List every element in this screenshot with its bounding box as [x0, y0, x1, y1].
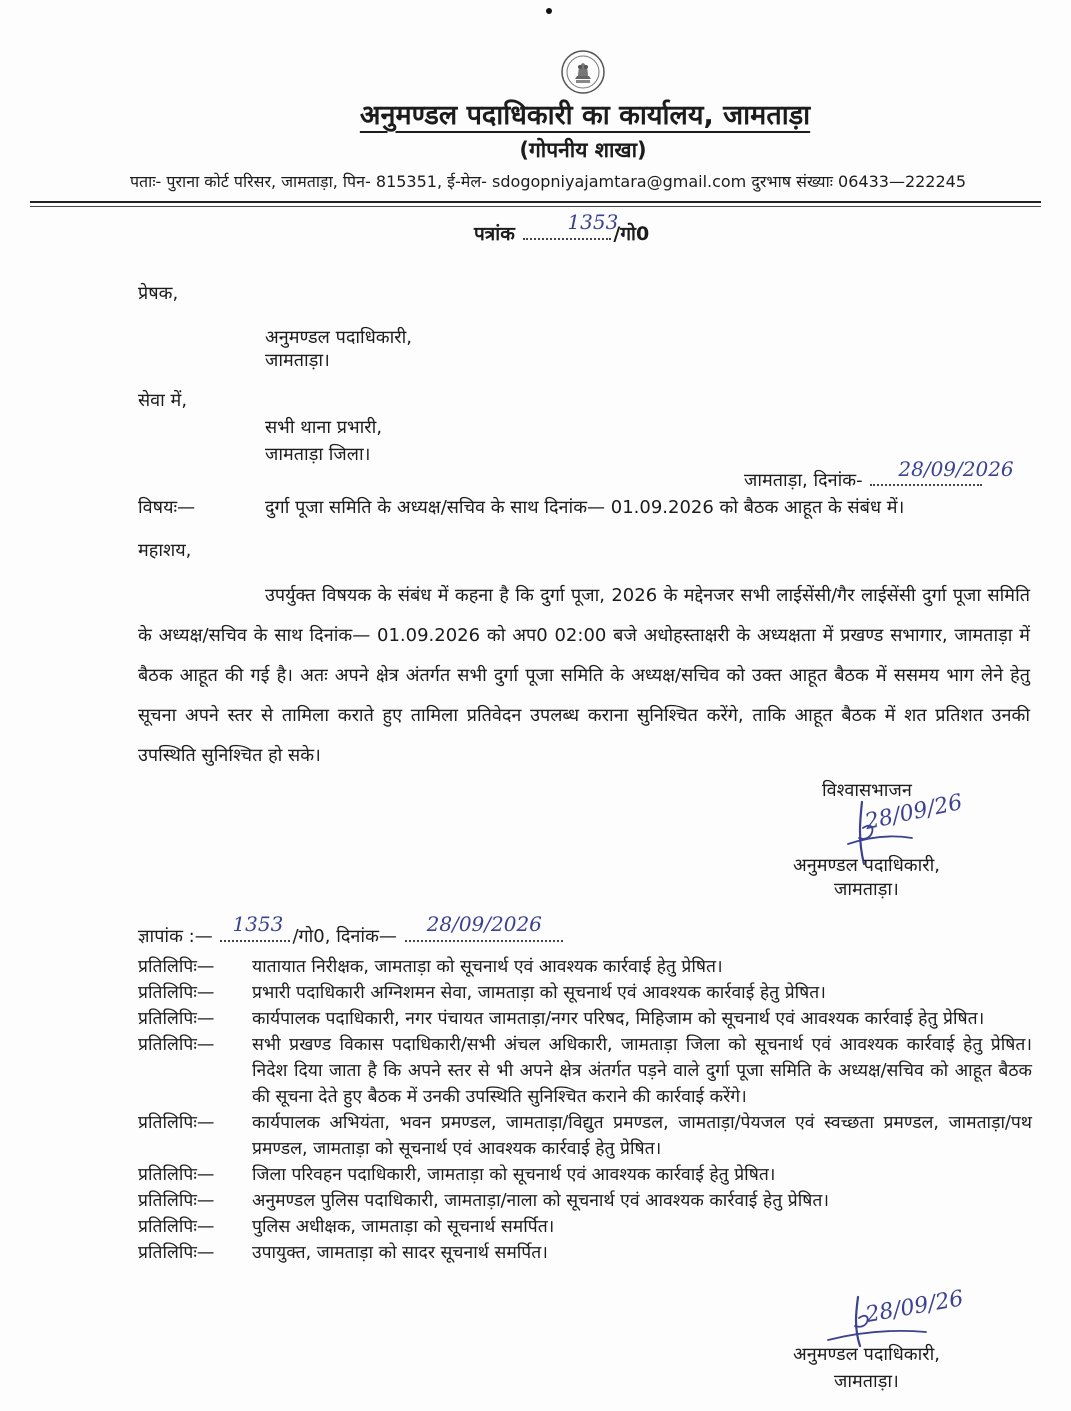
list-item [138, 1240, 1032, 1266]
office-address: पताः- पुराना कोर्ट परिसर, जामताड़ा, पिन- 815351, ई-मेल- sdogopniyajamtara@gmail.com दुरभाष संख्याः 06433—222245 [129, 172, 967, 191]
dateline-label: जामताड़ा, दिनांक- [744, 470, 863, 491]
copy-text: पुलिस अधीक्षक, जामताड़ा को सूचनार्थ समर्पित। [252, 1217, 555, 1237]
body-paragraph: उपर्युक्त विषयक के संबंध में कहना है कि दुर्गा पूजा, 2026 के मद्देनजर सभी लाईसेंसी/गैर लाईसेंसी दुर्गा पूजा समिति के अध्यक्ष/सचिव के साथ दिनांक— 01.09.2026 को अप0 02:00 बजे अधोहस्ताक्षरी के अध्यक्षता में प्रखण्ड सभागार, जामताड़ा में बैठक आहूत की गई है। अतः अपने क्षेत्र अंतर्गत सभी दुर्गा पूजा समिति के अध्यक्ष/सचिव को उक्त आहूत बैठक में ससमय भाग लेने हेतु सूचना अपने स्तर से तामिला कराते हुए तामिला प्रतिवेदन उपलब्ध कराना सुनिश्चित करेंगे, ताकि आहूत बैठक में शत प्रतिशत उनकी उपस्थिति सुनिश्चित हो सके। [138, 585, 1030, 766]
copy-label: प्रतिलिपिः— [138, 1035, 215, 1055]
office-title [290, 98, 880, 134]
list-item [138, 1110, 1032, 1162]
salutation: महाशय, [138, 540, 192, 561]
punch-dot [546, 8, 552, 14]
sender-designation: अनुमण्डल पदाधिकारी, [265, 327, 413, 348]
copy-text: सभी प्रखण्ड विकास पदाधिकारी/सभी अंचल अधिकारी, जामताड़ा जिला को सूचनार्थ एवं आवश्यक कार्रवाई हेतु प्रेषित। निदेश दिया जाता है कि अपने स्तर से भी अपने क्षेत्र अंतर्गत पड़ने वाले दुर्गा पूजा समिति के अध्यक्ष/सचिव को आहूत बैठक की सूचना देते हुए बैठक में उनकी उपस्थिति सुनिश्चित कराने की कार्रवाई करेंगे। [252, 1035, 1032, 1107]
copy-text: उपायुक्त, जामताड़ा को सादर सूचनार्थ समर्पित। [252, 1243, 548, 1263]
letter-number-label: पत्रांक [474, 223, 515, 245]
valediction: विश्वासभाजन [822, 780, 912, 801]
memo-number-handwritten: 1353 [232, 912, 284, 936]
copy-text: अनुमण्डल पुलिस पदाधिकारी, जामताड़ा/नाला को सूचनार्थ एवं आवश्यक कार्रवाई हेतु प्रेषित। [252, 1191, 829, 1211]
letter-number-dotted-field [523, 210, 619, 240]
recipient-label: सेवा में, [138, 390, 188, 411]
copy-text: प्रभारी पदाधिकारी अग्निशमन सेवा, जामताड़ा को सूचनार्थ एवं आवश्यक कार्रवाई हेतु प्रेषित। [252, 983, 826, 1003]
dateline-handwritten-date: 28/09/2026 [898, 457, 1014, 481]
memo-line [138, 912, 565, 950]
copy-text: कार्यपालक अभियंता, भवन प्रमण्डल, जामताड़ा/विद्युत प्रमण्डल, जामताड़ा/पेयजल एवं स्वच्छता प्रमण्डल, जामताड़ा/पथ प्रमण्डल, जामताड़ा को सूचनार्थ एवं आवश्यक कार्रवाई हेतु प्रेषित। [252, 1113, 1032, 1159]
list-item [138, 1162, 1032, 1188]
memo-number-dotted-field [220, 912, 290, 942]
list-item [138, 980, 1032, 1006]
memo-label: ज्ञापांक :— [138, 926, 213, 947]
letter-number-suffix: /गो0 [613, 223, 650, 245]
list-item [138, 1006, 1032, 1032]
list-item [138, 1188, 1032, 1214]
copy-label: प्रतिलिपिः— [138, 983, 215, 1003]
office-title-text: अनुमण्डल पदाधिकारी का कार्यालय, जामताड़ा [359, 100, 811, 131]
final-place: जामताड़ा। [834, 1371, 899, 1392]
copy-label: प्रतिलिपिः— [138, 957, 215, 977]
copy-text: कार्यपालक पदाधिकारी, नगर पंचायत जामताड़ा/नगर परिषद, मिहिजाम को सूचनार्थ एवं आवश्यक कार्रवाई हेतु प्रेषित। [252, 1009, 985, 1029]
sender-label: प्रेषक, [138, 283, 179, 304]
copy-label: प्रतिलिपिः— [138, 1009, 215, 1029]
letter-number-line [474, 210, 650, 247]
closing-designation: अनुमण्डल पदाधिकारी, [793, 855, 941, 876]
subject-text: दुर्गा पूजा समिति के अध्यक्ष/सचिव के साथ दिनांक— 01.09.2026 को बैठक आहूत के संबंध में। [265, 497, 905, 518]
final-designation: अनुमण्डल पदाधिकारी, [793, 1344, 941, 1365]
dateline [744, 457, 1014, 493]
sender-place: जामताड़ा। [265, 350, 330, 371]
final-signature-date: 28/09/26 [863, 1286, 966, 1328]
copy-text: यातायात निरीक्षक, जामताड़ा को सूचनार्थ एवं आवश्यक कार्रवाई हेतु प्रेषित। [252, 957, 723, 977]
list-item [138, 1214, 1032, 1240]
branch-name: (गोपनीय शाखा) [519, 138, 647, 162]
closing-place: जामताड़ा। [834, 879, 899, 900]
dateline-dotted-field [870, 457, 1014, 486]
header-double-rule [30, 201, 1041, 207]
recipient-designation: सभी थाना प्रभारी, [265, 417, 383, 438]
copy-label: प्रतिलिपिः— [138, 1191, 215, 1211]
copy-label: प्रतिलिपिः— [138, 1113, 215, 1133]
letter-number-handwritten: 1353 [567, 210, 619, 234]
copy-label: प्रतिलिपिः— [138, 1165, 215, 1185]
copy-list [138, 954, 1032, 1266]
copy-label: प्रतिलिपिः— [138, 1243, 215, 1263]
copy-text: जिला परिवहन पदाधिकारी, जामताड़ा को सूचनार्थ एवं आवश्यक कार्रवाई हेतु प्रेषित। [252, 1165, 776, 1185]
signature-date: 28/09/26 [862, 790, 965, 835]
copy-label: प्रतिलिपिः— [138, 1217, 215, 1237]
memo-date-dotted-field [405, 912, 563, 942]
emblem-seal-icon [560, 49, 606, 95]
memo-suffix: /गो0, दिनांक— [292, 926, 397, 947]
list-item [138, 954, 1032, 980]
subject-label: विषयः— [138, 497, 196, 518]
list-item [138, 1032, 1032, 1110]
recipient-place: जामताड़ा जिला। [265, 444, 371, 465]
memo-date-handwritten: 28/09/2026 [426, 912, 542, 936]
